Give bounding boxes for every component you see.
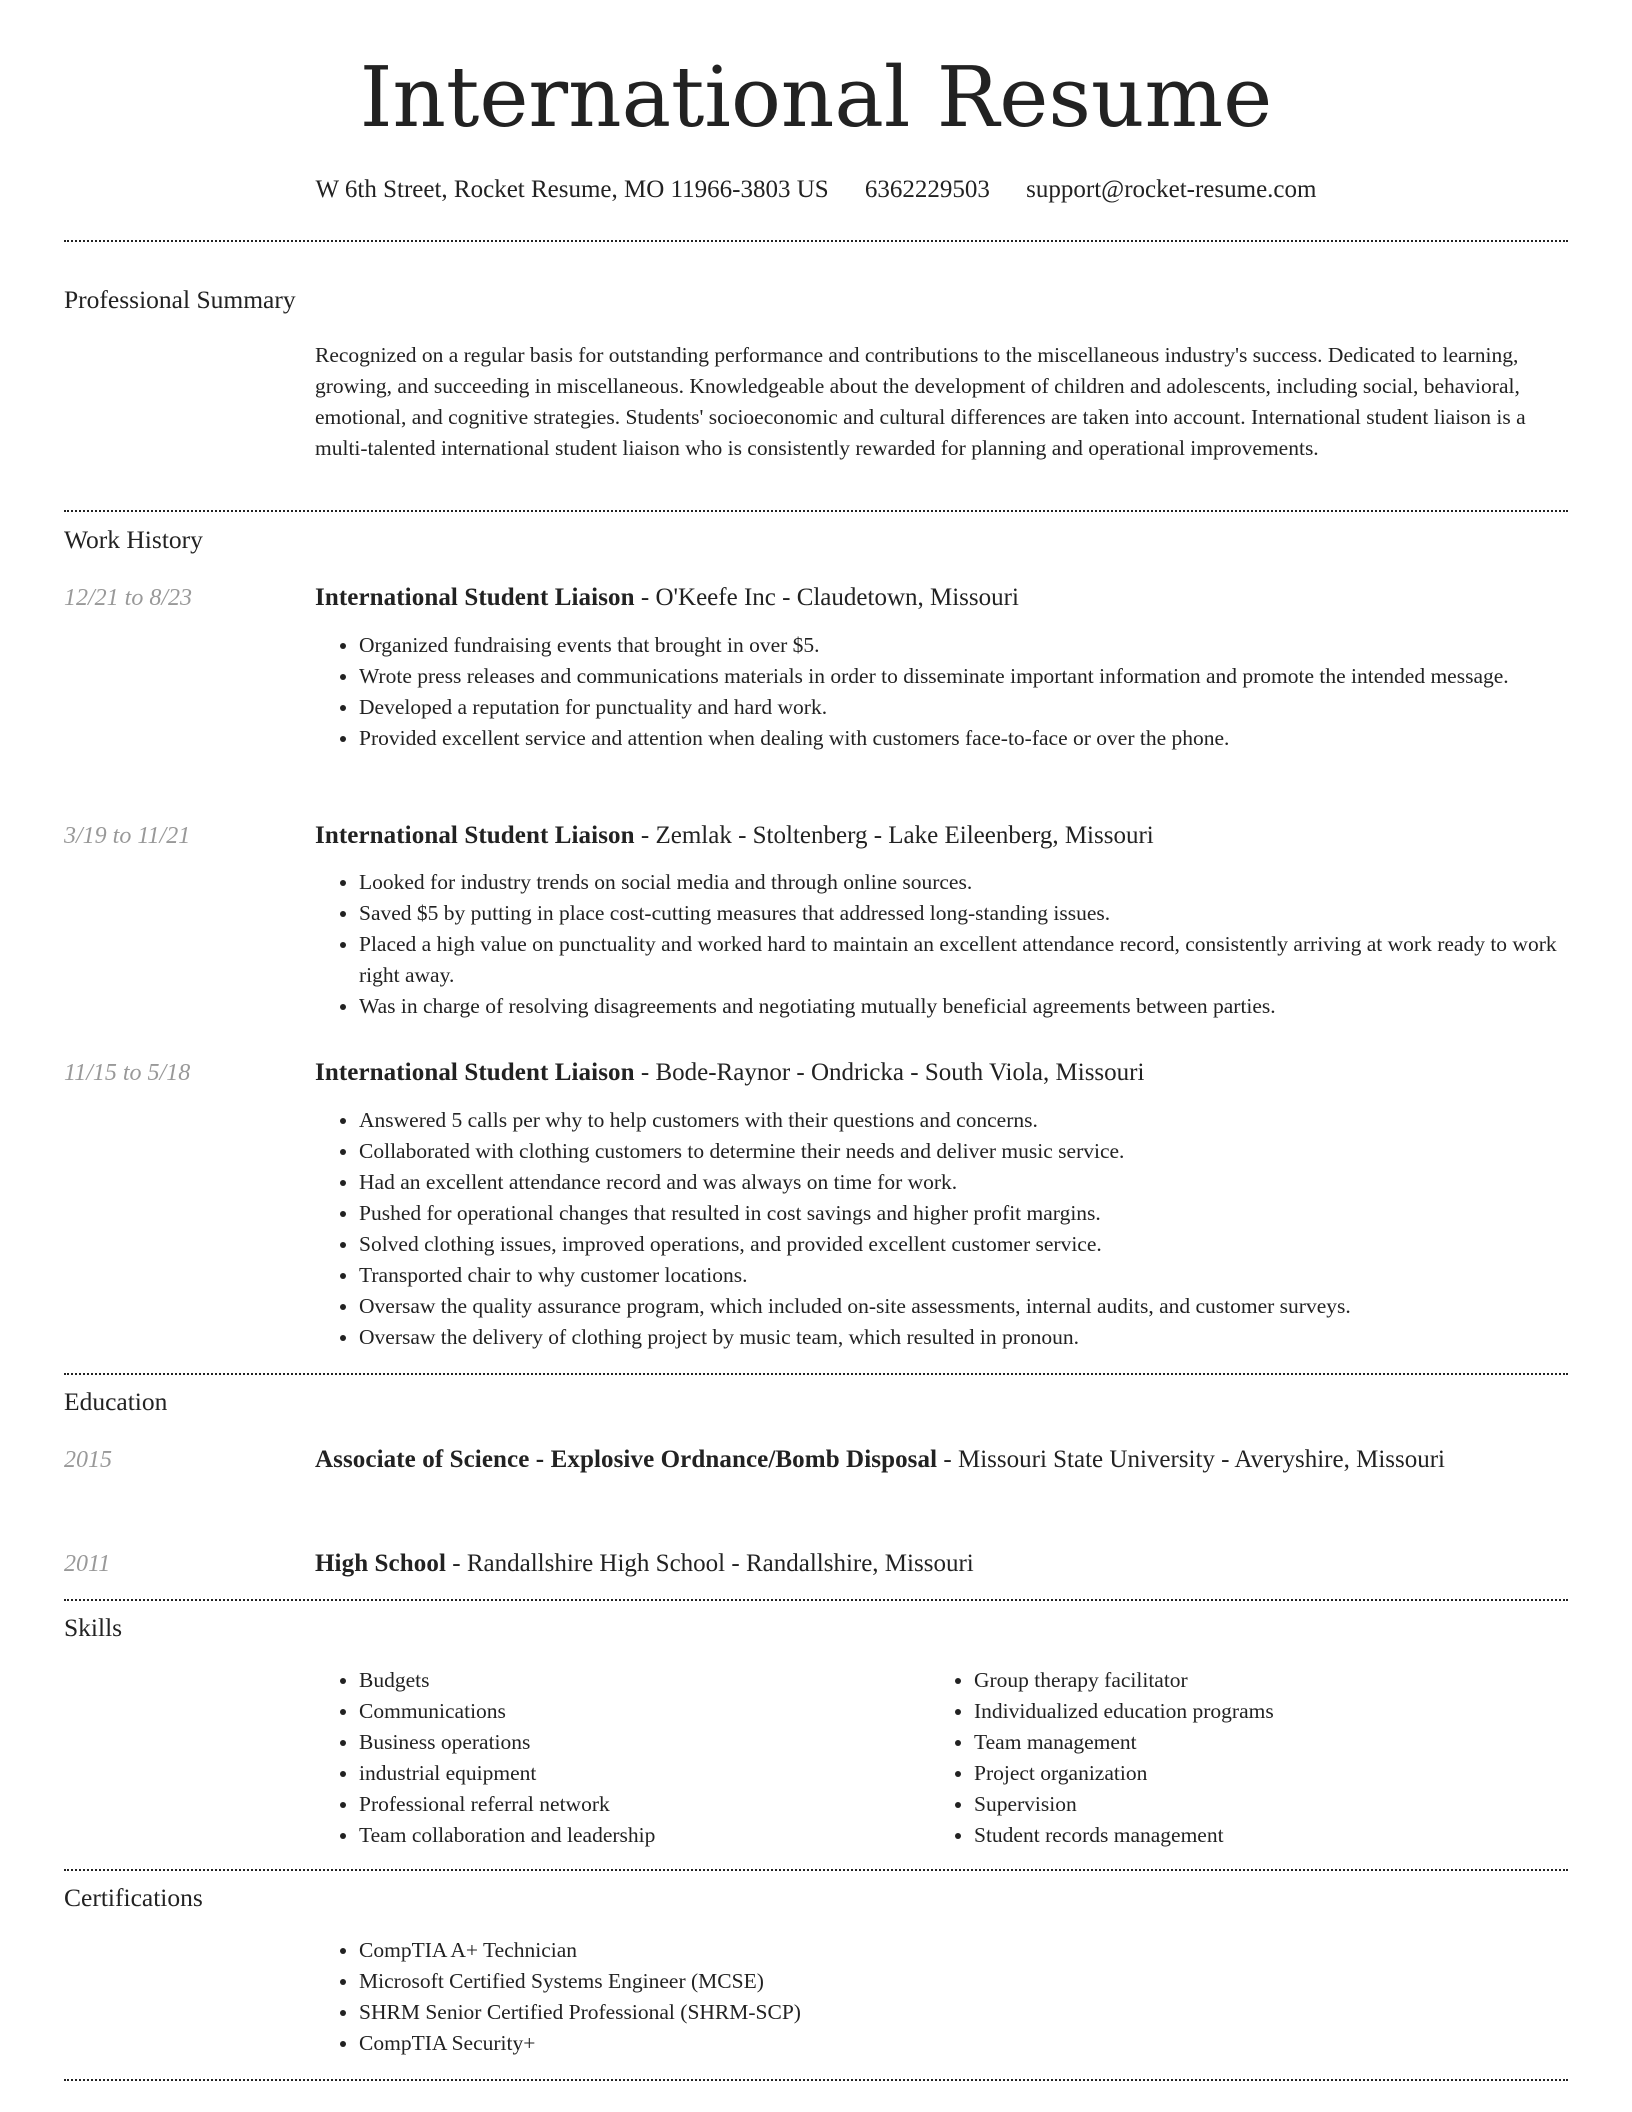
job-dates: 12/21 to 8/23 <box>64 585 193 611</box>
job-bullets <box>315 1105 1575 1353</box>
section-divider <box>64 2079 1568 2081</box>
list-item: • SHRM Senior Certified Professional (SHRM-SCP) <box>359 1997 1315 2028</box>
education-year: 2011 <box>64 1551 111 1577</box>
job-heading <box>315 580 1570 616</box>
list-item: • Transported chair to why customer locations. <box>359 1260 1575 1291</box>
list-item: • Microsoft Certified Systems Engineer (MCSE) <box>359 1966 1315 1997</box>
education-year: 2015 <box>64 1447 112 1473</box>
job-heading <box>315 818 1570 854</box>
contact-phone: 6362229503 <box>864 176 990 203</box>
list-item: • Business operations <box>359 1727 915 1758</box>
job-heading <box>315 1055 1570 1091</box>
job-employer: - O'Keefe Inc - Claudetown, Missouri <box>634 584 1019 611</box>
list-item: • Student records management <box>974 1820 1550 1851</box>
job-employer: - Zemlak - Stoltenberg - Lake Eileenberg, Missouri <box>634 822 1154 849</box>
job-dates: 11/15 to 5/18 <box>64 1060 191 1086</box>
list-item: • Solved clothing issues, improved operations, and provided excellent customer service. <box>359 1229 1575 1260</box>
education-heading: Education <box>64 1387 168 1416</box>
list-item: • Individualized education programs <box>974 1696 1550 1727</box>
list-item: • Was in charge of resolving disagreements and negotiating mutually beneficial agreements between parties. <box>359 991 1575 1022</box>
list-item: • Team collaboration and leadership <box>359 1820 915 1851</box>
skills-list-right <box>930 1665 1550 1851</box>
list-item: • Organized fundraising events that brought in over $5. <box>359 630 1575 661</box>
section-divider <box>64 240 1568 242</box>
list-item: • Had an excellent attendance record and was always on time for work. <box>359 1167 1575 1198</box>
certifications-list <box>315 1935 1315 2059</box>
resume-title: International Resume <box>359 49 1273 146</box>
list-item: • Oversaw the quality assurance program, which included on-site assessments, internal audits, and customer surveys. <box>359 1291 1575 1322</box>
education-entry <box>315 1546 1570 1582</box>
section-divider <box>64 510 1568 512</box>
job-title: International Student Liaison <box>315 1059 635 1086</box>
job-bullets <box>315 630 1575 754</box>
section-divider <box>64 1373 1568 1375</box>
list-item: • Wrote press releases and communications materials in order to disseminate important information and promote the intended message. <box>359 661 1575 692</box>
education-degree: High School <box>315 1550 446 1577</box>
list-item: • Budgets <box>359 1665 915 1696</box>
contact-email[interactable]: support@rocket-resume.com <box>1026 176 1317 203</box>
list-item: • Developed a reputation for punctuality and hard work. <box>359 692 1575 723</box>
list-item: • Team management <box>974 1727 1550 1758</box>
list-item: • Oversaw the delivery of clothing project by music team, which resulted in pronoun. <box>359 1322 1575 1353</box>
list-item: • Answered 5 calls per why to help customers with their questions and concerns. <box>359 1105 1575 1136</box>
section-divider <box>64 1869 1568 1871</box>
certifications-heading: Certifications <box>64 1883 203 1912</box>
contact-address: W 6th Street, Rocket Resume, MO 11966-3803 US <box>315 176 829 203</box>
education-degree: Associate of Science - Explosive Ordnance/Bomb Disposal <box>315 1446 938 1473</box>
section-divider <box>64 1599 1568 1601</box>
job-dates: 3/19 to 11/21 <box>64 823 191 849</box>
list-item: • Professional referral network <box>359 1789 915 1820</box>
job-title: International Student Liaison <box>315 584 635 611</box>
list-item: • Placed a high value on punctuality and worked hard to maintain an excellent attendance record, consistently arriving at work ready to work right away. <box>359 929 1575 991</box>
skills-heading: Skills <box>64 1613 123 1642</box>
list-item: • Pushed for operational changes that resulted in cost savings and higher profit margins. <box>359 1198 1575 1229</box>
list-item: • CompTIA A+ Technician <box>359 1935 1315 1966</box>
job-bullets <box>315 867 1575 1022</box>
summary-text: Recognized on a regular basis for outstanding performance and contributions to the miscellaneous industry's success. Dedicated to learning, growing, and succeeding in miscellaneous. Knowledgeable about the development of children and adolescents, including social, behavioral, emotional, and cognitive strategies. Students' socioeconomic and cultural differences are taken into account. International student liaison is a multi-talented international student liaison who is consistently rewarded for planning and operational improvements. <box>315 343 1526 460</box>
list-item: • Saved $5 by putting in place cost-cutting measures that addressed long-standing issues. <box>359 898 1575 929</box>
list-item: • Provided excellent service and attention when dealing with customers face-to-face or over the phone. <box>359 723 1575 754</box>
education-school: - Randallshire High School - Randallshire, Missouri <box>446 1550 974 1577</box>
education-entry <box>315 1442 1570 1478</box>
list-item: • Communications <box>359 1696 915 1727</box>
skills-list-left <box>315 1665 915 1851</box>
contact-line <box>0 170 1632 210</box>
list-item: • Collaborated with clothing customers to determine their needs and deliver music service. <box>359 1136 1575 1167</box>
education-school: - Missouri State University - Averyshire, Missouri <box>937 1446 1445 1473</box>
job-employer: - Bode-Raynor - Ondricka - South Viola, Missouri <box>634 1059 1145 1086</box>
list-item: • industrial equipment <box>359 1758 915 1789</box>
list-item: • Project organization <box>974 1758 1550 1789</box>
list-item: • CompTIA Security+ <box>359 2028 1315 2059</box>
work-history-heading: Work History <box>64 525 203 554</box>
list-item: • Supervision <box>974 1789 1550 1820</box>
summary-heading: Professional Summary <box>64 285 296 314</box>
job-title: International Student Liaison <box>315 822 635 849</box>
list-item: • Group therapy facilitator <box>974 1665 1550 1696</box>
list-item: • Looked for industry trends on social media and through online sources. <box>359 867 1575 898</box>
